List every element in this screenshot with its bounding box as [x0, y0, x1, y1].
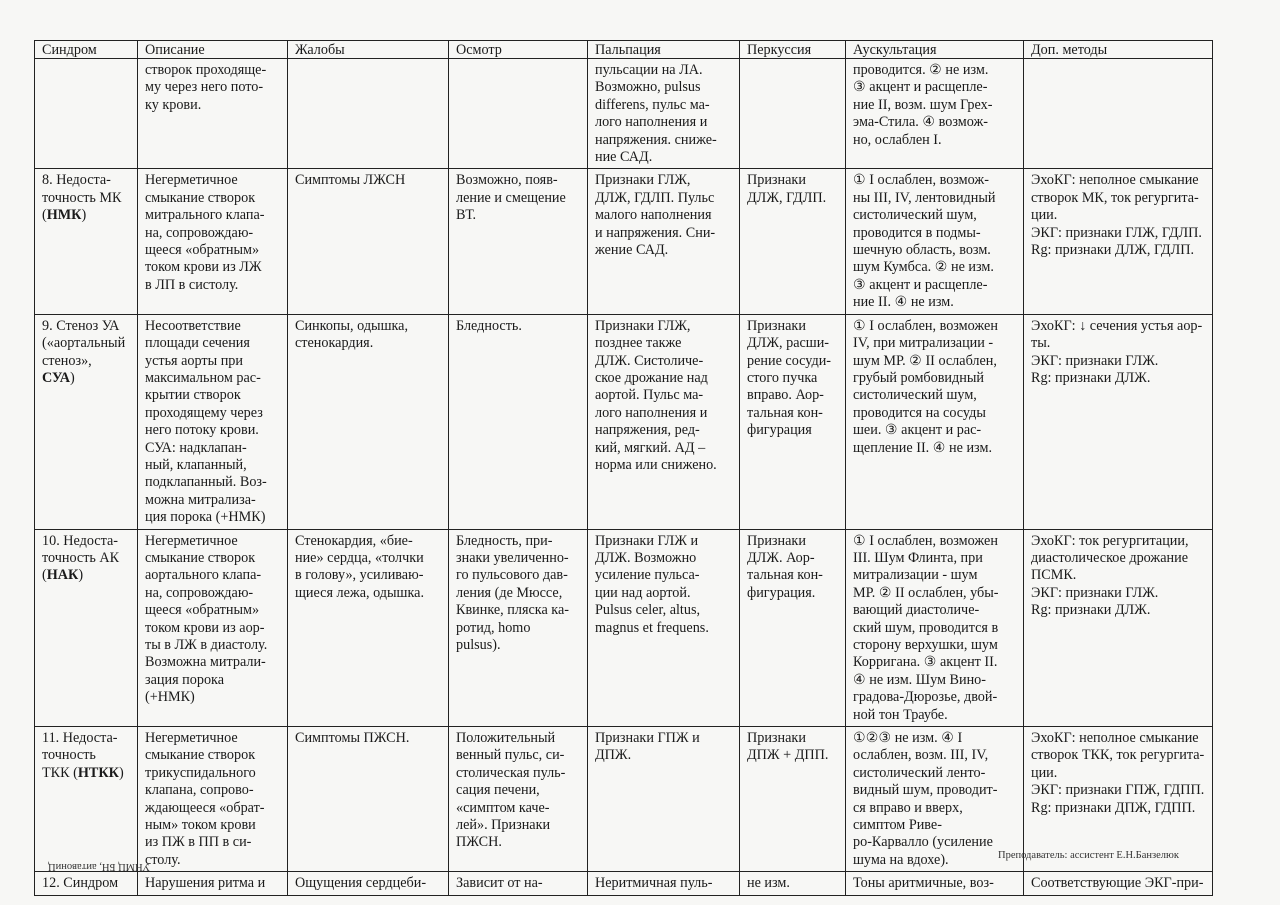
header-percussion: Перкуссия: [740, 41, 846, 59]
cell-percussion: не изм.: [740, 872, 846, 895]
cell-palpation: Признаки ГЛЖ и ДЛЖ. Возможно усиление пульса- ции над аортой. Pulsus celer, altus, magnus et frequens.: [588, 529, 740, 726]
header-syndrome: Синдром: [35, 41, 138, 59]
cell-description: Негерметичное смыкание створок трикуспидального клапана, сопрово- ждающееся «обрат- ным» током крови из ПЖ в ПП в си- столу.: [138, 727, 288, 872]
cell-complaints: [288, 59, 449, 169]
header-auscultation: Аускультация: [846, 41, 1024, 59]
cell-extra-methods: Соответствующие ЭКГ-при-: [1024, 872, 1213, 895]
cell-percussion: [740, 59, 846, 169]
cell-inspection: Бледность, при- знаки увеличенно- го пульсового дав- ления (де Мюссе, Квинке, пляска ка- ротид, homo pulsus).: [449, 529, 588, 726]
cell-palpation: Признаки ГПЖ и ДПЖ.: [588, 727, 740, 872]
footer-left-note: УНМЦ БН, аитавониЦ: [48, 861, 151, 872]
table-row: [35, 59, 1213, 169]
cell-inspection: Возможно, появ- ление и смещение ВТ.: [449, 169, 588, 314]
cell-inspection: Зависит от на-: [449, 872, 588, 895]
header-inspection: Осмотр: [449, 41, 588, 59]
table-row: [35, 529, 1213, 726]
cell-inspection: Положительный венный пульс, си- столическая пуль- сация печени, «симптом каче- лей». Признаки ПЖСН.: [449, 727, 588, 872]
cell-inspection: Бледность.: [449, 314, 588, 529]
cell-syndrome: 12. Синдром: [35, 872, 138, 895]
cell-description: Нарушения ритма и: [138, 872, 288, 895]
cell-percussion: Признаки ДЛЖ. Аор- тальная кон- фигурация.: [740, 529, 846, 726]
cell-complaints: Синкопы, одышка, стенокардия.: [288, 314, 449, 529]
syndrome-table: [34, 40, 1213, 896]
cell-extra-methods: [1024, 59, 1213, 169]
table-row: [35, 872, 1213, 895]
cell-percussion: Признаки ДПЖ + ДПП.: [740, 727, 846, 872]
table-row: [35, 169, 1213, 314]
cell-extra-methods: ЭхоКГ: ток регургитации, диастолическое дрожание ПСМК. ЭКГ: признаки ГЛЖ. Rg: признаки ДЛЖ.: [1024, 529, 1213, 726]
cell-complaints: Ощущения сердцеби-: [288, 872, 449, 895]
cell-palpation: Признаки ГЛЖ, ДЛЖ, ГДЛП. Пульс малого наполнения и напряжения. Сни- жение САД.: [588, 169, 740, 314]
cell-palpation: пульсации на ЛА. Возможно, pulsus differens, пульс ма- лого наполнения и напряжения. сниже- ние САД.: [588, 59, 740, 169]
cell-description: створок проходяще- му через него пото- ку крови.: [138, 59, 288, 169]
cell-syndrome: 8. Недоста- точность МК (НМК): [35, 169, 138, 314]
table-row: [35, 314, 1213, 529]
cell-palpation: Неритмичная пуль-: [588, 872, 740, 895]
syndrome-table-page: [34, 40, 1212, 896]
cell-percussion: Признаки ДЛЖ, расши- рение сосуди- стого пучка вправо. Аор- тальная кон- фигурация: [740, 314, 846, 529]
cell-auscultation: ① I ослаблен, возможен III. Шум Флинта, при митрализации - шум МР. ② II ослаблен, убы- вающий диастоличе- ский шум, проводится в сторону верхушки, шум Корригана. ③ акцент II. ④ не изм. Шум Вино- градова-Дюрозье, двой- ной тон Траубе.: [846, 529, 1024, 726]
cell-syndrome: 11. Недоста- точность ТКК (НТКК): [35, 727, 138, 872]
cell-description: Негерметичное смыкание створок митрального клапа- на, сопровождаю- щееся «обратным» током крови из ЛЖ в ЛП в систолу.: [138, 169, 288, 314]
cell-palpation: Признаки ГЛЖ, позднее также ДЛЖ. Систоличе- ское дрожание над аортой. Пульс ма- лого наполнения и напряжения, ред- кий, мягкий. АД – норма или снижено.: [588, 314, 740, 529]
cell-complaints: Симптомы ПЖСН.: [288, 727, 449, 872]
cell-extra-methods: ЭхоКГ: неполное смыкание створок МК, ток регургита- ции. ЭКГ: признаки ГЛЖ, ГДЛП. Rg: признаки ДЛЖ, ГДЛП.: [1024, 169, 1213, 314]
cell-complaints: Симптомы ЛЖСН: [288, 169, 449, 314]
cell-description: Несоответствие площади сечения устья аорты при максимальном рас- крытии створок проходящему через него потоку крови. СУА: надклапан- ный, клапанный, подклапанный. Воз- можна митрализа- ция порока (+НМК): [138, 314, 288, 529]
cell-complaints: Стенокардия, «бие- ние» сердца, «толчки в голову», усиливаю- щиеся лежа, одышка.: [288, 529, 449, 726]
cell-description: Негерметичное смыкание створок аортального клапа- на, сопровождаю- щееся «обратным» током крови из аор- ты в ЛЖ в диастолу. Возможна митрали- зация порока (+НМК): [138, 529, 288, 726]
header-description: Описание: [138, 41, 288, 59]
cell-syndrome: 10. Недоста- точность АК (НАК): [35, 529, 138, 726]
cell-auscultation: Тоны аритмичные, воз-: [846, 872, 1024, 895]
header-palpation: Пальпация: [588, 41, 740, 59]
header-extra-methods: Доп. методы: [1024, 41, 1213, 59]
cell-extra-methods: ЭхоКГ: неполное смыкание створок ТКК, ток регургита- ции. ЭКГ: признаки ГПЖ, ГДПП. Rg: признаки ДПЖ, ГДПП.: [1024, 727, 1213, 872]
cell-auscultation: ① I ослаблен, возможен IV, при митрализации - шум МР. ② II ослаблен, грубый ромбовидный систолический шум, проводится на сосуды шеи. ③ акцент и рас- щепление II. ④ не изм.: [846, 314, 1024, 529]
footer-teacher-credit: Преподаватель: ассистент Е.Н.Банзелюк: [998, 850, 1179, 861]
header-complaints: Жалобы: [288, 41, 449, 59]
table-header-row: [35, 41, 1213, 59]
cell-auscultation: проводится. ② не изм. ③ акцент и расщепле- ние II, возм. шум Грех- эма-Стила. ④ возмож- но, ослаблен I.: [846, 59, 1024, 169]
cell-extra-methods: ЭхоКГ: ↓ сечения устья аор- ты. ЭКГ: признаки ГЛЖ. Rg: признаки ДЛЖ.: [1024, 314, 1213, 529]
cell-percussion: Признаки ДЛЖ, ГДЛП.: [740, 169, 846, 314]
cell-syndrome: [35, 59, 138, 169]
cell-auscultation: ① I ослаблен, возмож- ны III, IV, лентовидный систолический шум, проводится в подмы- шечную область, возм. шум Кумбса. ② не изм. ③ акцент и расщепле- ние II. ④ не изм.: [846, 169, 1024, 314]
cell-syndrome: 9. Стеноз УА («аортальный стеноз», СУА): [35, 314, 138, 529]
cell-auscultation: ①②③ не изм. ④ I ослаблен, возм. III, IV, систолический ленто- видный шум, проводит- ся вправо и вверх, симптом Риве- ро-Карвалло (усиление шума на вдохе).: [846, 727, 1024, 872]
cell-inspection: [449, 59, 588, 169]
